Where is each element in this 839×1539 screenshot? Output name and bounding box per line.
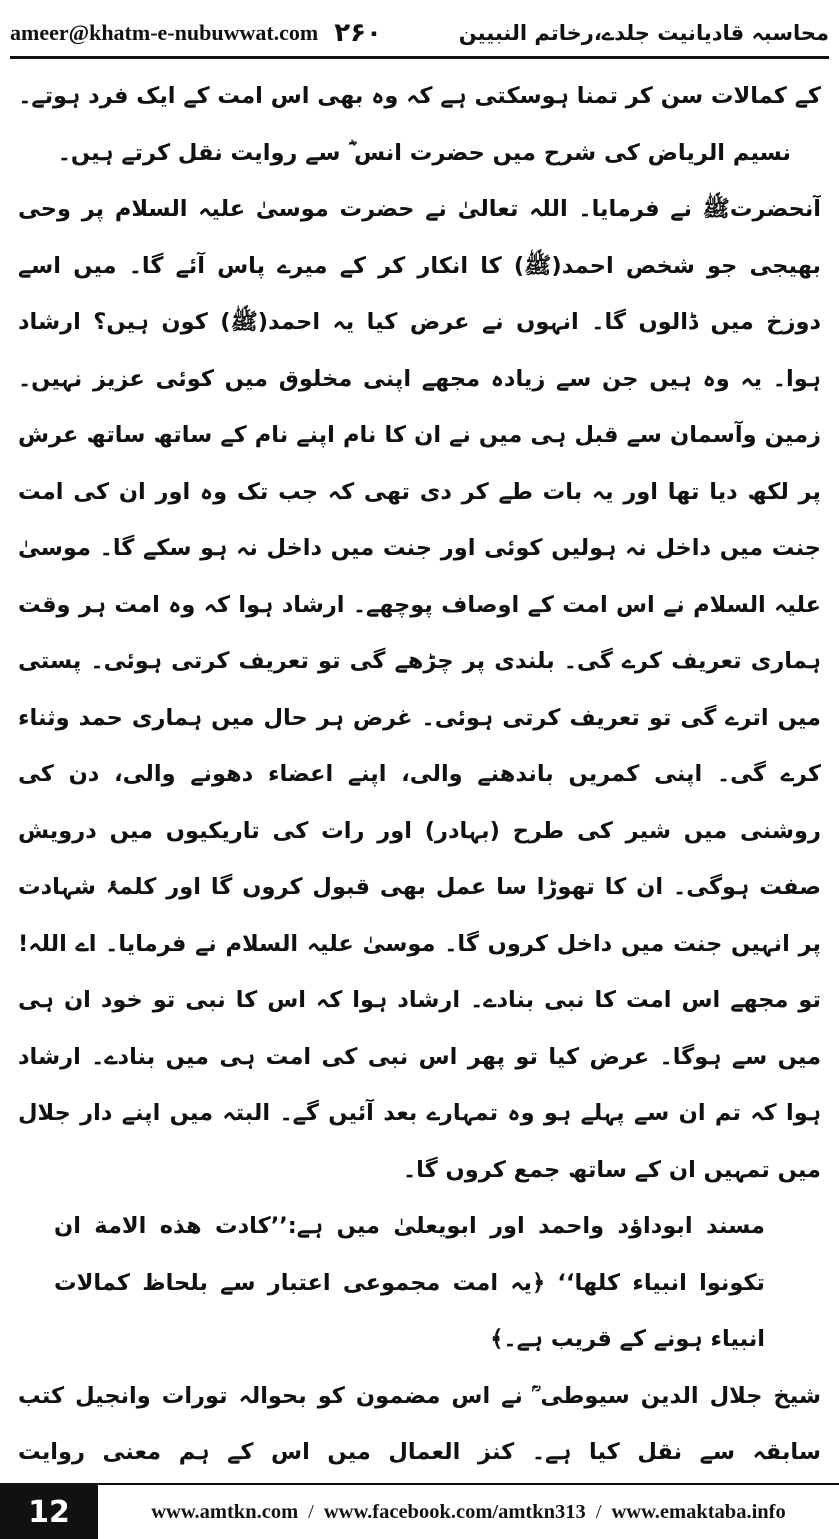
footer-separator: / [595,1500,602,1523]
email-address[interactable]: ameer@khatm-e-nubuwwat.com [10,20,319,45]
paragraph-3: آنحضرتﷺ نے فرمایا۔ اللہ تعالیٰ نے حضرت موسیٰ علیہ السلام پر وحی بھیجی جو شخص احمد(ﷺ) کا انکار کر کے میرے پاس آئے گا۔ میں اسے دوزخ میں ڈالوں گا۔ انہوں نے عرض کیا یہ احمد(ﷺ) کون ہیں؟ ارشاد ہوا۔ یہ وہ ہیں جن سے زیادہ مجھے اپنی مخلوق میں کوئی عزیز نہیں۔ زمین وآسمان سے قبل ہی میں نے ان کا نام اپنے نام کے ساتھ ساتھ عرش پر لکھ دیا تھا اور یہ بات طے کر دی تھی کہ جب تک وہ اور ان کی امت جنت میں داخل نہ ہولیں کوئی اور جنت میں داخل نہ ہو سکے گا۔ موسیٰ علیہ السلام نے اس امت کے اوصاف پوچھے۔ ارشاد ہوا کہ وہ امت ہر وقت ہماری تعریف کرے گی۔ بلندی پر چڑھے گی تو تعریف کرتی ہوئی۔ پستی میں اترے گی تو تعریف کرتی ہوئی۔ غرض ہر حال میں ہماری حمد وثناء کرے گی۔ اپنی کمریں باندھنے والی، اپنے اعضاء دھونے والی، دن کی روشنی میں شیر کی طرح (بہادر) اور رات کی تاریکیوں میں درویش صفت ہوگی۔ ان کا تھوڑا سا عمل بھی قبول کروں گا اور کلمۂ شہادت پر انہیں جنت میں داخل کروں گا۔ موسیٰ علیہ السلام نے فرمایا۔ اے اللہ! تو مجھے اس امت کا نبی بنادے۔ ارشاد ہوا کہ اس کا نبی تو خود ان ہی میں سے ہوگا۔ عرض کیا تو پھر اس نبی کی امت ہی میں بنادے۔ ارشاد ہوا کہ تم ان سے پہلے ہو وہ تمہارے بعد آئیں گے۔ البتہ میں اپنے دار جلال میں تمہیں ان کے ساتھ جمع کروں گا۔ [18,196,821,1183]
paragraph-5: شیخ جلال الدین سیوطی ؒ نے اس مضمون کو بحوالہ تورات وانجیل کتب سابقہ سے نقل کیا ہے۔ کنز العمال میں اس کے ہم معنی روایت [18,1382,821,1465]
footer-link-emaktaba[interactable]: www.emaktaba.info [611,1500,786,1523]
footer-links [98,1485,839,1539]
page-body [18,68,821,1475]
page-footer [0,1483,839,1539]
book-title: محاسبہ قادیانیت جلدے،رخاتم النبیین [458,21,829,45]
page-number: ۲۶۰ [334,18,382,48]
footer-separator: / [308,1500,314,1523]
header-left [10,18,382,48]
paragraph-2: نسیم الریاض کی شرح میں حضرت انس ؓ سے روایت نقل کرتے ہیں۔ [57,139,791,166]
footer-link-amtkn[interactable]: www.amtkn.com [151,1500,299,1523]
page-header [10,10,829,59]
footer-page-number: 12 [0,1485,98,1539]
paragraph-1: کے کمالات سن کر تمنا ہوسکتی ہے کہ وہ بھی اس امت کے ایک فرد ہوتے۔ [18,83,821,109]
footer-link-facebook[interactable]: www.facebook.com/amtkn313 [323,1500,586,1523]
hadith-quote: مسند ابوداؤد واحمد اور ابویعلیٰ میں ہے:’’کادت هذه الامة ان تكونوا انبياء كلها‘‘ ﴿یہ امت مجموعی اعتبار سے بلحاظ کمالات انبیاء ہونے کے قریب ہے۔﴾ [54,1213,765,1352]
